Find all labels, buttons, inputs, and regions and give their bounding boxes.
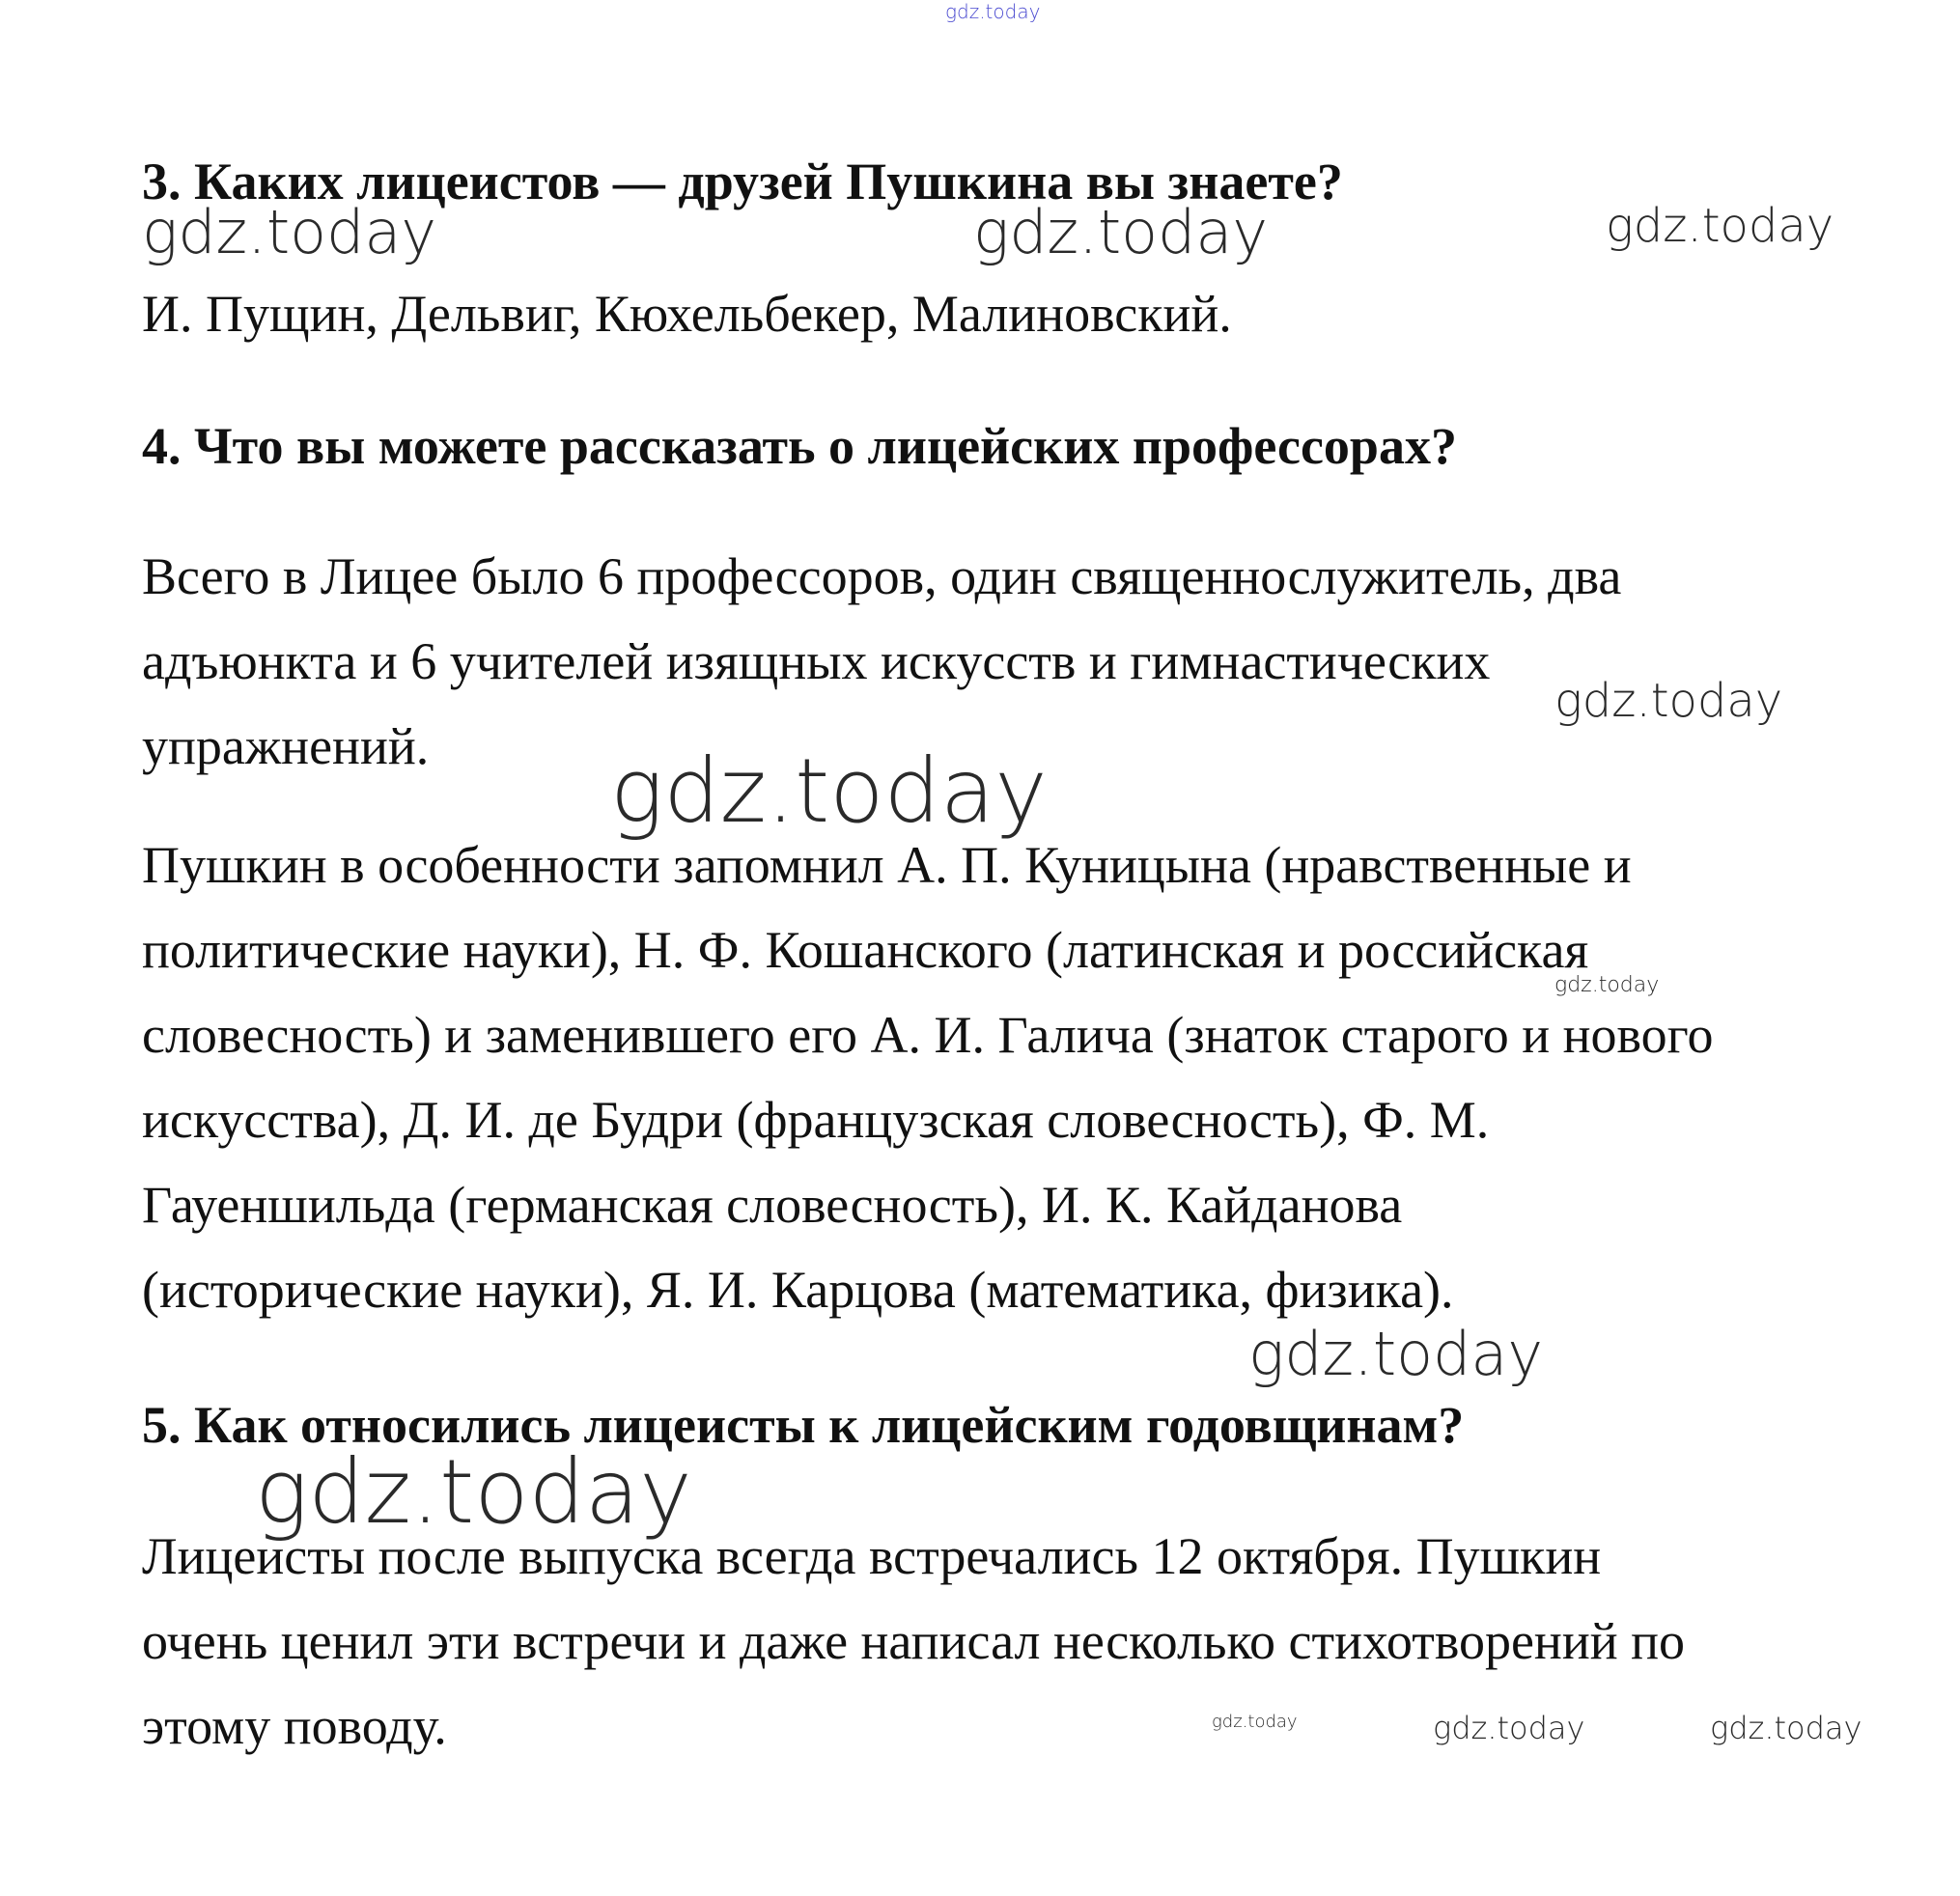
answer-4-paragraph-2 bbox=[142, 823, 1880, 1332]
answer-line: Всего в Лицее было 6 профессоров, один священнослужитель, два bbox=[142, 547, 1622, 605]
watermark: gdz.today bbox=[1554, 973, 1660, 997]
answer-4-paragraph-1 bbox=[142, 534, 1880, 789]
watermark-top: gdz.today bbox=[945, 0, 1041, 23]
answer-line: этому поводу. bbox=[142, 1697, 447, 1755]
answer-line: Пушкин в особенности запомнил А. П. Куницына (нравственные и bbox=[142, 836, 1632, 894]
question-5: 5. Как относились лицеисты к лицейским годовщинам? bbox=[142, 1396, 1465, 1454]
watermark: gdz.today bbox=[1248, 1319, 1544, 1389]
watermark: gdz.today bbox=[1433, 1710, 1585, 1746]
answer-line: (исторические науки), Я. И. Карцова (математика, физика). bbox=[142, 1261, 1454, 1319]
answer-line: очень ценил эти встречи и даже написал несколько стихотворений по bbox=[142, 1612, 1686, 1670]
answer-line: адъюнкта и 6 учителей изящных искусств и гимнастических bbox=[142, 632, 1491, 690]
answer-line: Гауеншильда (германская словесность), И. К. Кайданова bbox=[142, 1176, 1403, 1234]
answer-line: словесность) и заменившего его А. И. Галича (знаток старого и нового bbox=[142, 1006, 1714, 1064]
question-4: 4. Что вы можете рассказать о лицейских профессорах? bbox=[142, 417, 1457, 475]
watermark: gdz.today bbox=[255, 1440, 692, 1544]
answer-line: И. Пущин, Дельвиг, Кюхельбекер, Малиновский. bbox=[142, 285, 1232, 343]
answer-line: политические науки), Н. Ф. Кошанского (латинская и российская bbox=[142, 921, 1589, 979]
watermark: gdz.today bbox=[610, 739, 1048, 843]
watermark: gdz.today bbox=[1554, 674, 1783, 728]
watermark: gdz.today bbox=[1710, 1710, 1862, 1746]
answer-line: искусства), Д. И. де Будри (французская словесность), Ф. М. bbox=[142, 1091, 1490, 1149]
watermark: gdz.today bbox=[973, 197, 1269, 267]
answer-3 bbox=[142, 271, 1880, 356]
answer-line: упражнений. bbox=[142, 717, 430, 775]
question-3: 3. Каких лицеистов — друзей Пушкина вы знаете? bbox=[142, 153, 1343, 210]
answer-line: Лицеисты после выпуска всегда встречались 12 октября. Пушкин bbox=[142, 1527, 1602, 1585]
answer-5 bbox=[142, 1514, 1880, 1769]
watermark: gdz.today bbox=[1606, 199, 1834, 253]
watermark: gdz.today bbox=[142, 197, 437, 267]
watermark: gdz.today bbox=[1212, 1712, 1298, 1732]
